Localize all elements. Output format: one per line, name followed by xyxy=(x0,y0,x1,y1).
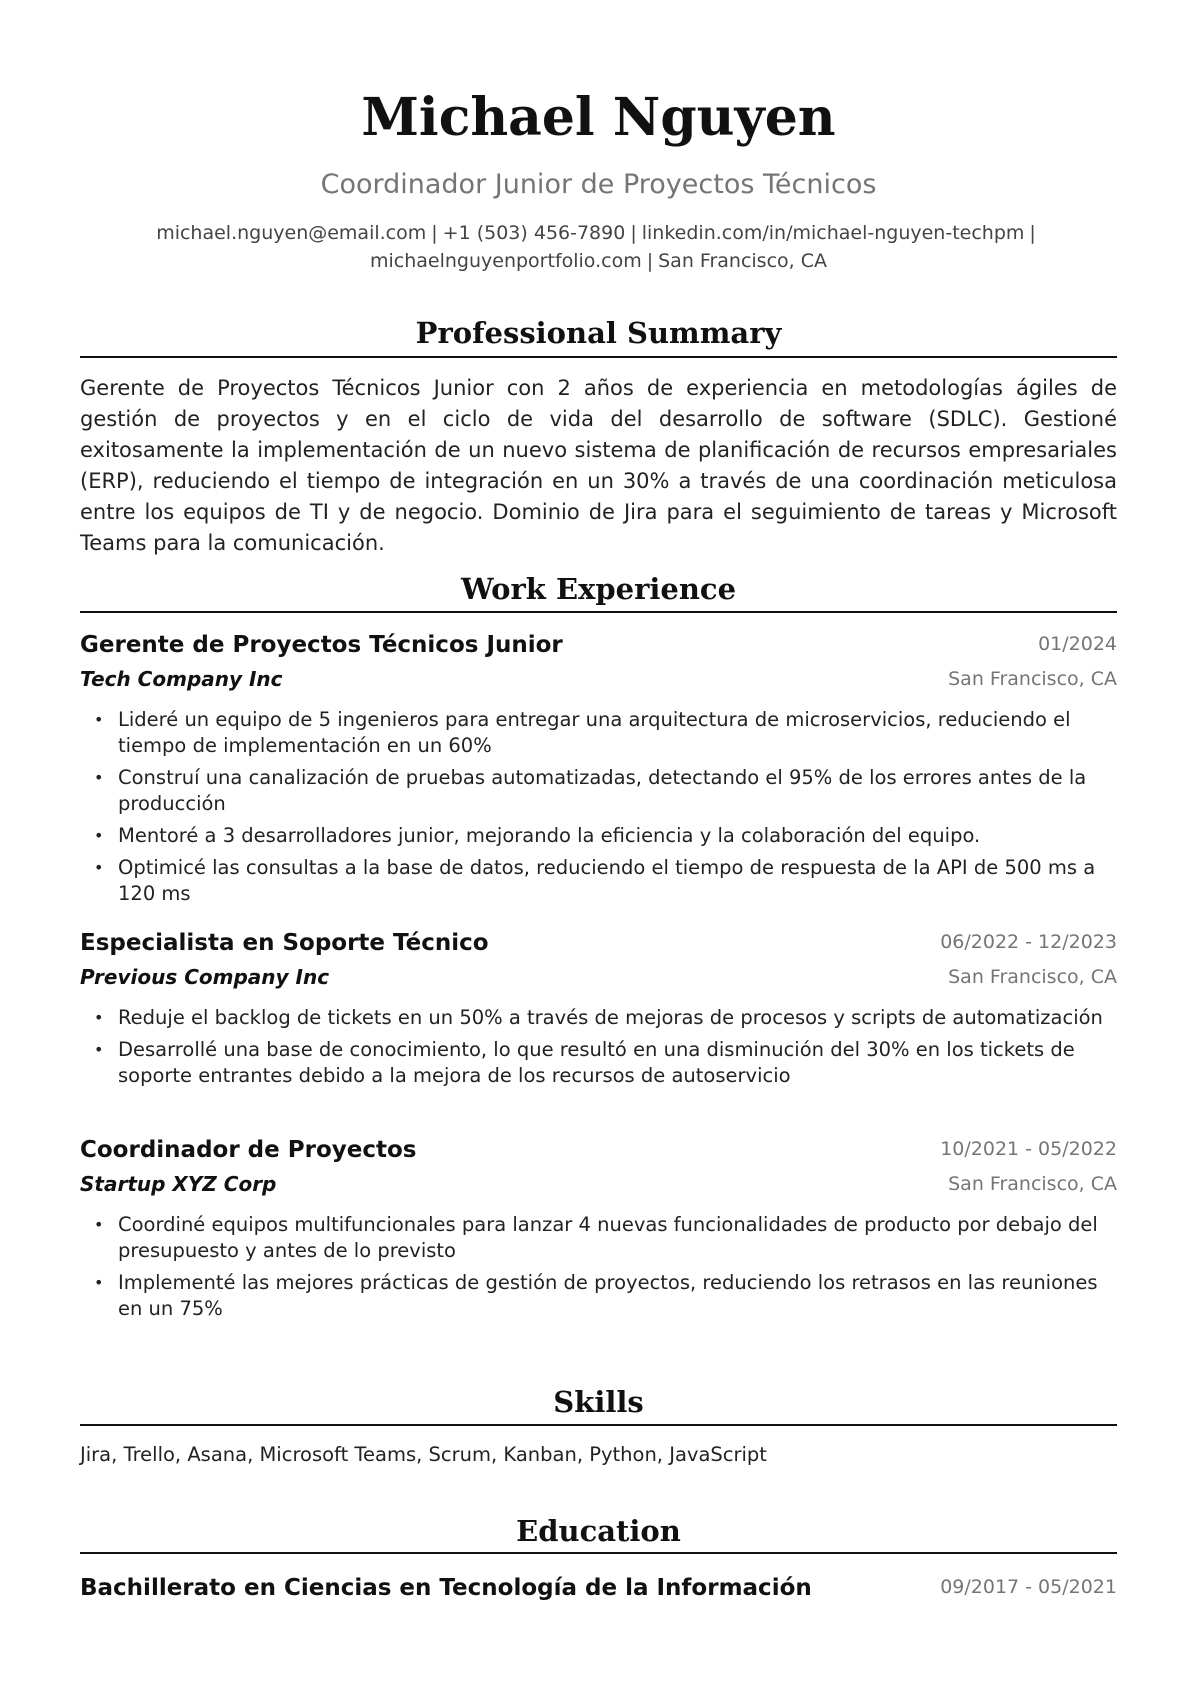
section-title-skills: Skills xyxy=(553,1385,644,1419)
job-title: Gerente de Proyectos Técnicos Junior xyxy=(80,632,563,658)
candidate-name: Michael Nguyen xyxy=(361,87,836,148)
section-divider xyxy=(80,611,1117,613)
job-location: San Francisco, CA xyxy=(948,1173,1117,1195)
contact-line-1 xyxy=(80,219,1117,247)
job-company: Startup XYZ Corp xyxy=(80,1172,277,1196)
job-bullets xyxy=(80,1005,1117,1095)
job-title: Coordinador de Proyectos xyxy=(80,1137,417,1163)
contact-info xyxy=(80,219,1117,275)
section-divider xyxy=(80,1552,1117,1554)
contact-separator: | xyxy=(630,222,637,244)
section-title-education: Education xyxy=(516,1514,681,1548)
job-bullet: • Construí una canalización de pruebas automatizadas, detectando el 95% de los errores antes de la producción xyxy=(80,765,1117,817)
candidate-headline: Coordinador Junior de Proyectos Técnicos xyxy=(320,169,877,200)
job-bullet: • Optimicé las consultas a la base de datos, reduciendo el tiempo de respuesta de la API de 500 ms a 120 ms xyxy=(80,855,1117,907)
contact-location: San Francisco, CA xyxy=(658,250,827,272)
job-location: San Francisco, CA xyxy=(948,668,1117,690)
contact-line-2 xyxy=(80,247,1117,275)
job-date: 01/2024 xyxy=(1038,633,1117,655)
contact-portfolio[interactable]: michaelnguyenportfolio.com xyxy=(369,250,642,272)
contact-email[interactable]: michael.nguyen@email.com xyxy=(156,222,427,244)
contact-separator: | xyxy=(646,250,654,272)
job-company: Previous Company Inc xyxy=(80,965,330,989)
section-divider xyxy=(80,356,1117,358)
job-bullet: • Reduje el backlog de tickets en un 50% a través de mejoras de procesos y scripts de automatización xyxy=(80,1005,1117,1031)
skills-list: Jira, Trello, Asana, Microsoft Teams, Scrum, Kanban, Python, JavaScript xyxy=(80,1443,767,1466)
job-bullets xyxy=(80,1212,1117,1328)
job-bullet: • Mentoré a 3 desarrolladores junior, mejorando la eficiencia y la colaboración del equipo. xyxy=(80,823,1117,849)
job-bullet: • Coordiné equipos multifuncionales para lanzar 4 nuevas funcionalidades de producto por debajo del presupuesto y antes de lo previsto xyxy=(80,1212,1117,1264)
job-title: Especialista en Soporte Técnico xyxy=(80,930,489,956)
job-bullet: • Implementé las mejores prácticas de gestión de proyectos, reduciendo los retrasos en las reuniones en un 75% xyxy=(80,1270,1117,1322)
job-date: 10/2021 - 05/2022 xyxy=(940,1138,1117,1160)
contact-separator: | xyxy=(1029,222,1036,244)
education-date: 09/2017 - 05/2021 xyxy=(940,1576,1117,1598)
contact-linkedin[interactable]: linkedin.com/in/michael-nguyen-techpm xyxy=(641,222,1025,244)
job-company: Tech Company Inc xyxy=(80,667,283,691)
education-degree: Bachillerato en Ciencias en Tecnología de la Información xyxy=(80,1575,812,1601)
contact-phone[interactable]: +1 (503) 456-7890 xyxy=(442,222,626,244)
job-bullet: • Lideré un equipo de 5 ingenieros para entregar una arquitectura de microservicios, reduciendo el tiempo de implementación en un 60% xyxy=(80,707,1117,759)
contact-separator: | xyxy=(431,222,438,244)
job-location: San Francisco, CA xyxy=(948,966,1117,988)
section-title-experience: Work Experience xyxy=(460,572,737,606)
summary-text: Gerente de Proyectos Técnicos Junior con 2 años de experiencia en metodologías ágiles de gestión de proyectos y en el ciclo de vida del desarrollo de software (SDLC). Gestioné exitosamente la implementación de un nuevo sistema de planificación de recursos empresariales (ERP), reduciendo el tiempo de integración en un 30% a través de una coordinación meticulosa entre los equipos de TI y de negocio. Dominio de Jira para el seguimiento de tareas y Microsoft Teams para la comunicación. xyxy=(80,376,1117,555)
job-date: 06/2022 - 12/2023 xyxy=(940,931,1117,953)
section-divider xyxy=(80,1424,1117,1426)
job-bullets xyxy=(80,707,1117,913)
job-bullet: • Desarrollé una base de conocimiento, lo que resultó en una disminución del 30% en los tickets de soporte entrantes debido a la mejora de los recursos de autoservicio xyxy=(80,1037,1117,1089)
section-title-summary: Professional Summary xyxy=(415,316,782,350)
